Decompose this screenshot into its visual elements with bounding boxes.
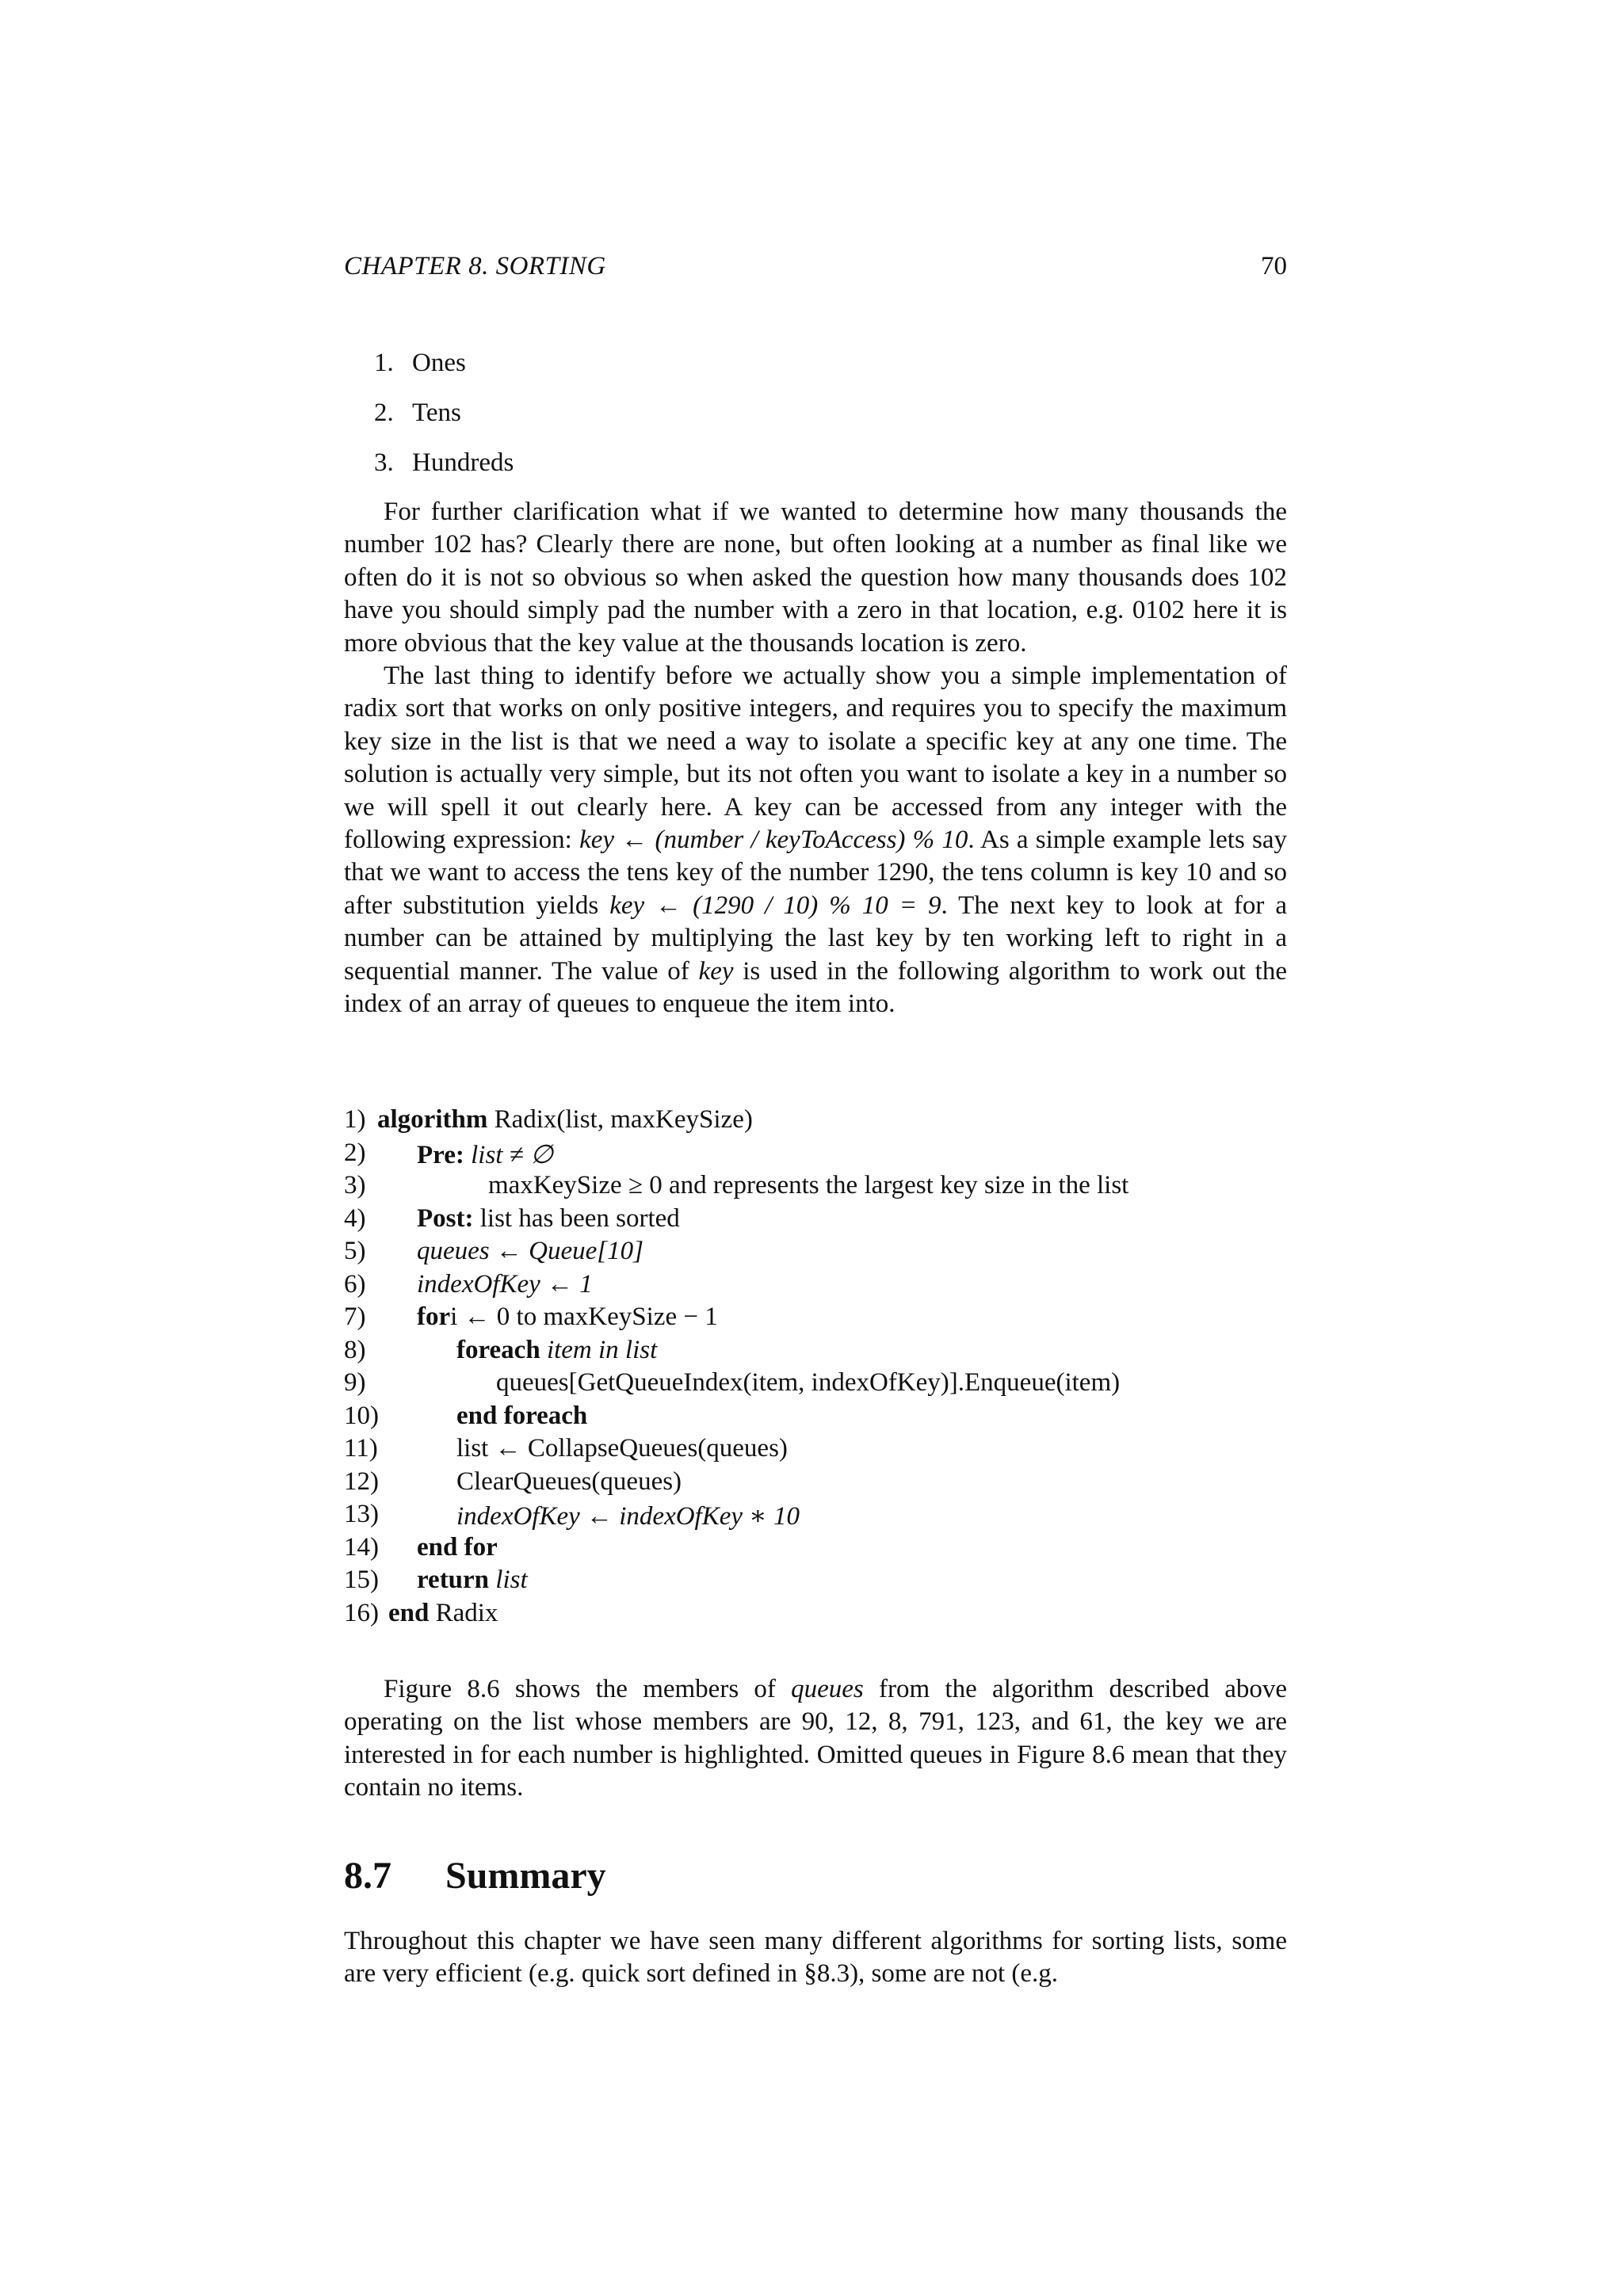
code-text: queues[GetQueueIndex(item, indexOfKey)].Enqueue(item) — [496, 1368, 1121, 1397]
code-text: indexOfKey ← 1 — [417, 1269, 593, 1299]
line-code — [417, 1566, 528, 1595]
paragraph-thousands: For further clarification what if we wanted to determine how many thousands the number 102 has? Clearly there are none, but often looking at a number as final like we often do it is not so obvious so when asked the question how many thousands does 102 have you should simply pad the number with a zero in that location, e.g. 0102 here it is more obvious that the key value at the thousands location is zero. — [344, 498, 1287, 658]
line-number: 11) — [344, 1434, 378, 1463]
code-text: ClearQueues(queues) — [456, 1466, 682, 1496]
list-item — [374, 448, 514, 478]
line-number: 16) — [344, 1598, 379, 1627]
keyword: return — [417, 1566, 490, 1594]
line-code — [496, 1368, 1120, 1398]
line-number: 1) — [344, 1105, 366, 1134]
keyword: foreach — [456, 1335, 540, 1364]
text-run: Figure 8.6 shows the members of — [384, 1675, 792, 1703]
running-header — [344, 252, 1287, 287]
math-expression: key ← (1290 / 10) % 10 = 9 — [609, 891, 941, 920]
line-code — [456, 1402, 587, 1431]
line-code — [388, 1599, 498, 1628]
code-text: list has been sorted — [473, 1203, 680, 1233]
text-run: . As a simple example lets say that we want to access the tens key of the number 1290, the tens column is key 10 and so after substitution yields — [344, 826, 1287, 920]
list-item-number: 3. — [374, 448, 394, 477]
section-heading — [344, 1854, 606, 1897]
section-number: 8.7 — [344, 1855, 391, 1897]
list-item-text: Hundreds — [412, 448, 514, 477]
line-code — [417, 1237, 643, 1266]
text-run: from the algorithm described above operating on the list whose members are 90, 12, 8, 791, 123, and 61, the key we are interested in for each number is highlighted. Omitted queues in Figure 8.6 mean that they contain no items. — [344, 1675, 1287, 1802]
keyword: end for — [417, 1532, 498, 1562]
line-code — [417, 1533, 498, 1562]
text-run: . The next key to look at for a number can be attained by multiplying the last key by ten working left to right in a sequential manner. The value of — [344, 891, 1288, 986]
keyword: algorithm — [377, 1105, 488, 1134]
body-text-block — [344, 1925, 1287, 1991]
code-text: maxKeySize ≥ 0 and represents the largest key size in the list — [488, 1171, 1129, 1199]
line-code — [456, 1336, 657, 1365]
code-text: indexOfKey ← indexOfKey ∗ 10 — [456, 1502, 800, 1531]
line-number: 3) — [344, 1171, 366, 1199]
chapter-title: CHAPTER 8. SORTING — [344, 252, 606, 280]
line-number: 9) — [344, 1368, 366, 1397]
code-text: list — [489, 1566, 528, 1594]
line-number: 15) — [344, 1566, 379, 1594]
line-code — [377, 1105, 753, 1135]
line-number: 13) — [344, 1500, 379, 1528]
list-item-number: 1. — [374, 349, 394, 377]
text-run: The last thing to identify before we actually show you a simple implementation of radix sort that works on only positive integers, and requires you to specify the maximum key size in the list is that we need a way to isolate a specific key at any one time. The solution is actually very simple, but its not often you want to isolate a key in a number so we will spell it out clearly here. A key can be accessed from any integer with the following expression: — [344, 662, 1287, 855]
keyword: end — [388, 1598, 430, 1627]
keyword: Post: — [417, 1203, 474, 1233]
list-item — [374, 399, 461, 428]
code-text: item in list — [540, 1335, 658, 1364]
page-number: 70 — [1261, 252, 1287, 280]
math-variable: queues — [791, 1675, 864, 1703]
line-number: 14) — [344, 1532, 379, 1562]
line-number: 12) — [344, 1466, 379, 1496]
paragraph-figure-reference — [344, 1673, 1287, 1805]
code-text: list ≠ ∅ — [464, 1140, 553, 1169]
math-expression: key ← (number / keyToAccess) % 10 — [579, 826, 968, 855]
line-number: 6) — [344, 1269, 366, 1299]
line-number: 4) — [344, 1203, 366, 1233]
code-text: Radix — [429, 1598, 498, 1627]
line-number: 5) — [344, 1237, 366, 1265]
paragraph-summary: Throughout this chapter we have seen many different algorithms for sorting lists, some are very efficient (e.g. quick sort defined in §8.3), some are not (e.g. — [344, 1927, 1287, 1989]
code-text: i ← 0 to maxKeySize − 1 — [450, 1302, 718, 1331]
math-variable: key — [698, 956, 734, 986]
body-text-block — [344, 1673, 1287, 1805]
keyword: end foreach — [456, 1401, 588, 1430]
line-code — [417, 1302, 718, 1332]
line-code — [456, 1467, 682, 1497]
list-item-number: 2. — [374, 399, 394, 427]
body-text-block — [344, 496, 1287, 1021]
line-number: 2) — [344, 1138, 366, 1167]
line-code — [417, 1204, 680, 1234]
list-item-text: Tens — [412, 399, 461, 427]
list-item — [374, 349, 466, 378]
keyword: for — [417, 1302, 451, 1331]
line-code — [456, 1434, 788, 1463]
line-code — [488, 1171, 1128, 1200]
code-text: Radix(list, maxKeySize) — [487, 1105, 753, 1134]
code-text: list ← CollapseQueues(queues) — [456, 1434, 788, 1463]
line-number: 8) — [344, 1335, 366, 1364]
section-title: Summary — [445, 1855, 606, 1897]
text-run: is used in the following algorithm to work out the index of an array of queues to enqueue the item into. — [344, 956, 1287, 1019]
line-code — [417, 1138, 553, 1170]
code-text: queues ← Queue[10] — [417, 1237, 643, 1265]
line-number: 10) — [344, 1401, 379, 1430]
line-code — [456, 1500, 800, 1531]
line-code — [417, 1270, 593, 1299]
list-item-text: Ones — [412, 349, 466, 377]
keyword: Pre: — [417, 1140, 464, 1169]
paragraph-key-isolation — [344, 660, 1287, 1020]
line-number: 7) — [344, 1302, 366, 1331]
